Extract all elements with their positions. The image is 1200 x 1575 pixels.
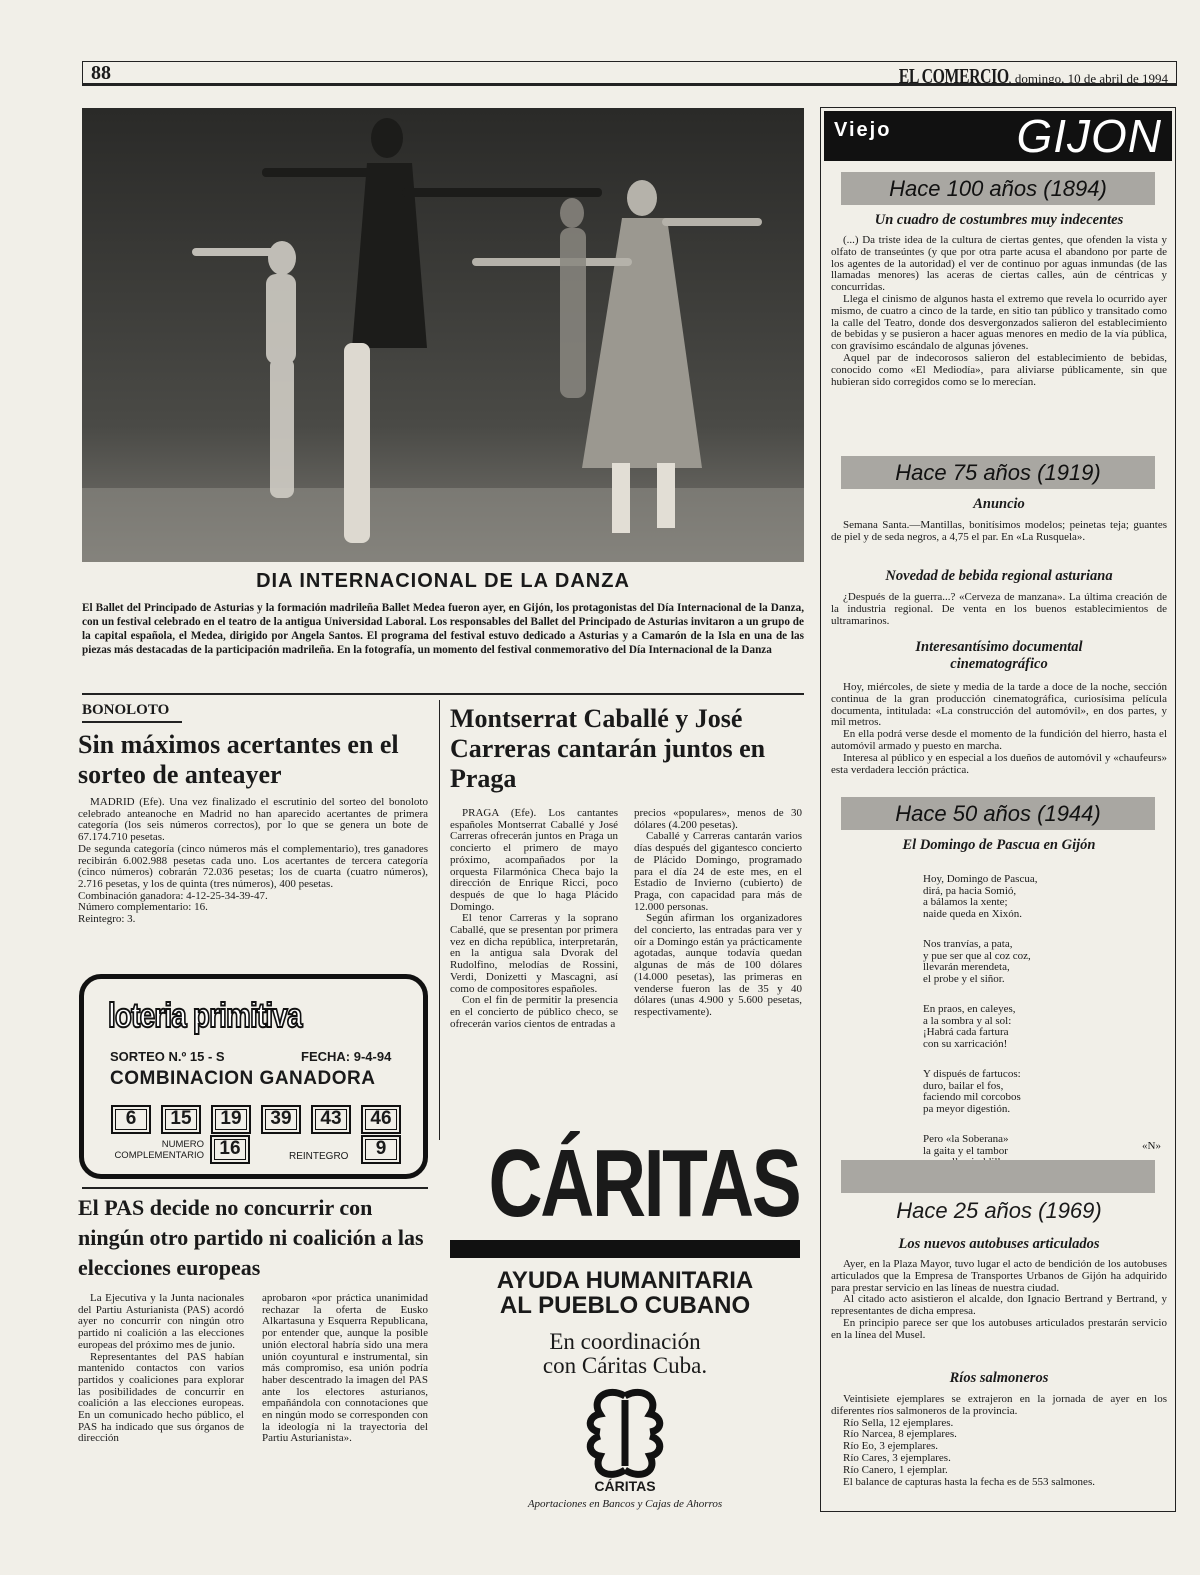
paragraph: Según afirman los organizadores del concierto, las entradas para ver y oír a Domingo están ya prácticamente agotadas, aunque todavía quedan algunas de más de 100 dólares (14.000 pesetas), las primeras en venderse fueron las de 35 y 40 dólares (unas 4.900 y 5.600 pesetas, respectivamente). (634, 912, 802, 1018)
complementario-label (108, 1139, 204, 1161)
combinacion-label: COMBINACION GANADORA (110, 1068, 376, 1089)
divider (82, 1187, 428, 1189)
paragraph: (...) Da triste idea de la cultura de ciertas gentes, que ofenden la vista y olfato de transeúntes (y que por otra parte acusa el abandono por parte de los agentes de la autoridad) el ver de continuo por aguas inmundas (de las llamadas menores) las aceras de ciertas calles, aún de céntricas y concurridas. (831, 234, 1167, 294)
paragraph: precios «populares», menos de 30 dólares (4.200 pesetas). (634, 807, 802, 831)
subtitle-rios: Ríos salmoneros (949, 1370, 1049, 1386)
divider (439, 700, 440, 1140)
stanza: Nos tranvías, a pata, y pue ser que al coz coz, llevarán merendeta, el probe y el siñor. (923, 937, 1031, 986)
winning-number: 15 (161, 1105, 201, 1134)
headline-line: AYUDA HUMANITARIA (496, 1267, 754, 1294)
paragraph: De segunda categoría (cinco números más el complementario), tres ganadores recibirán 6.002.988 pesetas cada uno. Los acertantes de tercera categoría (cinco números) cobrarán 72.036 pesetas; los de cuarta (cuatro números), 2.716 pesetas, y los de quinta (tres números), 400 pesetas. (78, 842, 428, 890)
article-autobuses (831, 1259, 1167, 1342)
bonoloto-headline: Sin máximos acertantes en el sorteo de anteayer (78, 730, 399, 789)
paragraph: Río Eo, 3 ejemplares. (843, 1440, 939, 1453)
caritas-cross-logo (578, 1386, 672, 1486)
subtitle-autobuses: Los nuevos autobuses articulados (898, 1236, 1100, 1252)
pas-headline: El PAS decide no concurrir con ningún otro partido ni coalición a las elecciones europeas (78, 1195, 424, 1280)
subtitle-documental: Interesantísimo documental cinematográfico (915, 639, 1083, 672)
pas-column-1 (78, 1293, 244, 1445)
paragraph: MADRID (Efe). Una vez finalizado el escrutinio del sorteo del bonoloto celebrado anteanoche en Madrid no han aparecido acertantes de primera categoría (los seis números correctos), por lo que se genera un bote de 67.174.710 pesetas. (78, 796, 428, 844)
paragraph: La Ejecutiva y la Junta nacionales del Partiu Asturianista (PAS) acordó ayer no concurrir con ningún otro partido ni coalición a las elecciones europeas del próximo mes de junio. (78, 1292, 244, 1351)
winning-number: 43 (311, 1105, 351, 1134)
viejo-gijon-header (824, 111, 1172, 161)
paragraph: Combinación ganadora: 4-12-25-34-39-47. (78, 889, 268, 902)
band-1919: Hace 75 años (1919) (841, 456, 1155, 489)
sorteo-date: FECHA: 9-4-94 (301, 1049, 392, 1064)
stanza: Pero «la Soberana» la gaita y el tambor (923, 1132, 1009, 1157)
loteria-primitiva-box (79, 974, 428, 1179)
paragraph: aprobaron «por práctica unanimidad rechazar la oferta de Eusko Alkartasuna y Esquerra Republicana, por entender que, aunque la posible unión electoral habría sido una mera unión coyuntural e instrumental, sin más compromiso, esa unión podría haber descentrado la imagen del PAS ante los electores asturianos, empañándola con connotaciones que en ningún modo se corresponden con la ideología ni la trayectoria del Partiu Asturianista». (262, 1292, 428, 1445)
winning-number: 39 (261, 1105, 301, 1134)
paragraph: Interesa al público y en especial a los dueños de automóvil y «chaufeurs» esta verdadera lección práctica. (831, 751, 1167, 776)
paragraph: Al citado acto asistieron el alcalde, don Ignacio Bertrand y Bertrand, y representantes de dicha empresa. (831, 1293, 1167, 1318)
gijon-label: GIJON (1016, 110, 1162, 162)
viejo-gijon-column (820, 107, 1176, 1512)
winning-number: 19 (211, 1105, 251, 1134)
headline-line: AL PUEBLO CUBANO (499, 1292, 751, 1319)
page-header (82, 61, 1177, 86)
winning-number: 46 (361, 1105, 401, 1134)
photo-caption: El Ballet del Principado de Asturias y la formación madrileña Ballet Medea fueron ayer, en Gijón, los protagonistas del Día Internacional de la Danza, con un festival celebrado en el teatro de la antigua Universidad Laboral. Los responsables del Ballet del Principado de Asturias invitaron a un grupo de la capital española, el Medea, dirigido por Angela Santos. El programa del festival estuvo dedicado a Asturias y a Camarón de la Isla en una de las piezas más destacadas de la participación madrileña. En la fotografía, un momento del festival conmemorativo del Día Internacional de la Danza (82, 602, 804, 656)
paragraph: Hoy, miércoles, de siete y media de la tarde a doce de la noche, sección continua de la gran producción cinematográfica, curiosísima película documenta, intitulada: «La construcción del automóvil», en dos partes, y mil metros. (831, 681, 1167, 729)
sorteo-number: SORTEO N.º 15 - S (110, 1049, 225, 1064)
caritas-footer: Aportaciones en Bancos y Cajas de Ahorros (527, 1498, 723, 1510)
article-1894 (831, 235, 1167, 388)
winning-number: 6 (111, 1105, 151, 1134)
poem (923, 862, 1163, 1199)
dance-photo (82, 108, 804, 562)
caritas-title: CÁRITAS (488, 1130, 800, 1237)
subtitle-bebida: Novedad de bebida regional asturiana (885, 568, 1113, 584)
paragraph: Ayer, en la Plaza Mayor, tuvo lugar el acto de bendición de los autobuses articulados que la Empresa de Transportes Urbanos de Gijón ha adquirido para prestar servicio en las líneas de nuestra ciudad. (831, 1258, 1167, 1294)
label-line: COMPLEMENTARIO (114, 1150, 204, 1161)
article-anuncio (831, 520, 1167, 544)
paragraph: Caballé y Carreras cantarán varios días después del gigantesco concierto de Plácido Domingo, programado para el día 24 de este mes, en el Estadio de Invierno (cubierto) de Praga, con capacidad para más de 12.000 personas. (634, 830, 802, 913)
paragraph: En ella podrá verse desde el momento de la fundición del hierro, hasta el automóvil armado y puesto en marcha. (831, 728, 1167, 752)
paragraph: PRAGA (Efe). Los cantantes españoles Montserrat Caballé y José Carreras ofrecerán juntos en Praga un concierto el primero de mayo próximo, acompañados por la orquesta Filarmónica Checa bajo la dirección de Enrique Ricci, poco después de que lo haga Plácido Domingo. (450, 807, 618, 913)
newspaper-name: EL COMERCIO (898, 64, 1009, 88)
paragraph: Río Sella, 12 ejemplares. (843, 1416, 954, 1429)
subtitle-pascua: El Domingo de Pascua en Gijón (902, 837, 1096, 853)
praga-headline: Montserrat Caballé y José Carreras cantarán juntos en Praga (450, 704, 766, 793)
paragraph: Representantes del PAS habían mantenido contactos con varios partidos y coaliciones para explorar las posibilidades de concurrir en coalición a las elecciones europeas. En un comunicado hecho público, el PAS ha indicado que sus órganos de dirección (78, 1350, 244, 1445)
caritas-subtitle (450, 1330, 800, 1378)
paragraph: Con el fin de permitir la presencia en el concierto de público checo, se ofrecerán varios cientos de entradas a (450, 994, 618, 1030)
divider (82, 721, 182, 723)
reintegro-number: 9 (361, 1135, 401, 1164)
section-label: BONOLOTO (82, 702, 170, 718)
subtitle-line: con Cáritas Cuba. (542, 1353, 708, 1378)
label-line: NUMERO (161, 1139, 204, 1150)
article-documental (831, 682, 1167, 776)
stanza: En praos, en caleyes, a la sombra y al sol: ¡Habrá cada fartura con su xarricación! (923, 1002, 1016, 1051)
article-rios (831, 1394, 1167, 1488)
praga-column-1 (450, 808, 618, 1030)
caritas-ad (450, 1130, 800, 1530)
reintegro-label: REINTEGRO (289, 1151, 349, 1162)
signature: «N» (1142, 1140, 1161, 1152)
heading-1969: Hace 25 años (1969) (896, 1198, 1102, 1223)
paragraph: El tenor Carreras y la soprano Caballé, que se presentan por primera vez en dicha república, interpretarán, en la antigua sala Dvorak del Rudolfino, melodías de Rossini, Verdi, Donizetti y Mascagni, así como de compositores españoles. (450, 912, 618, 995)
paragraph: Semana Santa.—Mantillas, bonitísimos modelos; peinetas teja; guantes de piel y de seda negros, a 4,75 el par. En «La Rusquela». (831, 519, 1167, 543)
paragraph: Aquel par de indecorosos salieron del establecimiento de bebidas, conocido como «El Mediodía», para aliviarse públicamente, sin que hubieran sido corregidos como se lo merecían. (831, 351, 1167, 388)
loteria-logo: loteria primitiva (108, 997, 302, 1035)
page-number: 88 (91, 62, 111, 84)
band-1944: Hace 50 años (1944) (841, 797, 1155, 830)
praga-column-2 (634, 808, 802, 1019)
paragraph: Número complementario: 16. (78, 901, 208, 914)
empty-band (841, 1160, 1155, 1193)
paragraph: Río Cares, 3 ejemplares. (843, 1451, 951, 1464)
paragraph: Reintegro: 3. (78, 913, 136, 926)
paragraph: ¿Después de la guerra...? «Cerveza de manzana». La última creación de la industria regional. De venta en los buenos establecimientos de ultramarinos. (831, 591, 1167, 627)
stanza: Y dispués de fartucos: duro, bailar el fos, faciendo mil corcobos pa meyor digestión. (923, 1067, 1021, 1116)
subtitle-line: En coordinación (549, 1329, 701, 1354)
paragraph: Veintisiete ejemplares se extrajeron en la jornada de ayer en los diferentes ríos salmoneros de la provincia. (831, 1393, 1167, 1417)
viejo-label: Viejo (834, 119, 892, 141)
paragraph: Río Canero, 1 ejemplar. (843, 1463, 948, 1476)
paragraph: En principio parece ser que los autobuses articulados prestarán servicio en la línea del Musel. (831, 1316, 1167, 1341)
pas-column-2 (262, 1293, 428, 1445)
subtitle-anuncio: Anuncio (973, 496, 1025, 512)
subtitle-costumbres: Un cuadro de costumbres muy indecentes (874, 212, 1124, 228)
paragraph: Río Narcea, 8 ejemplares. (843, 1428, 957, 1441)
bonoloto-article (78, 797, 428, 926)
paragraph: El balance de capturas hasta la fecha es de 553 salmones. (843, 1475, 1095, 1488)
paragraph: Llega el cinismo de algunos hasta el extremo que revela lo ocurrido ayer mismo, de cuatro a cinco de la tarde, en sitio tan público y transitado como la calle del Teatro, donde dos desvergonzados salieron del establecimiento de bebidas y se pusieron a hacer aguas menores en medio de la vía pública, con gravísimo escándalo de algunas jóvenes. (831, 292, 1167, 353)
caritas-logo-text: CÁRITAS (594, 1478, 656, 1494)
masthead (862, 64, 1168, 89)
article-bebida (831, 592, 1167, 627)
band-1894: Hace 100 años (1894) (841, 172, 1155, 205)
caritas-headline (450, 1268, 800, 1318)
complementario-number: 16 (210, 1135, 250, 1164)
stanza: Hoy, Domingo de Pascua, dirá, pa hacia Somió, a bálamos la xente; naide queda en Xixón. (923, 872, 1038, 921)
photo-title: DIA INTERNACIONAL DE LA DANZA (256, 570, 630, 592)
issue-date: , domingo, 10 de abril de 1994 (1008, 71, 1168, 86)
divider (82, 693, 804, 695)
black-bar (450, 1240, 800, 1258)
